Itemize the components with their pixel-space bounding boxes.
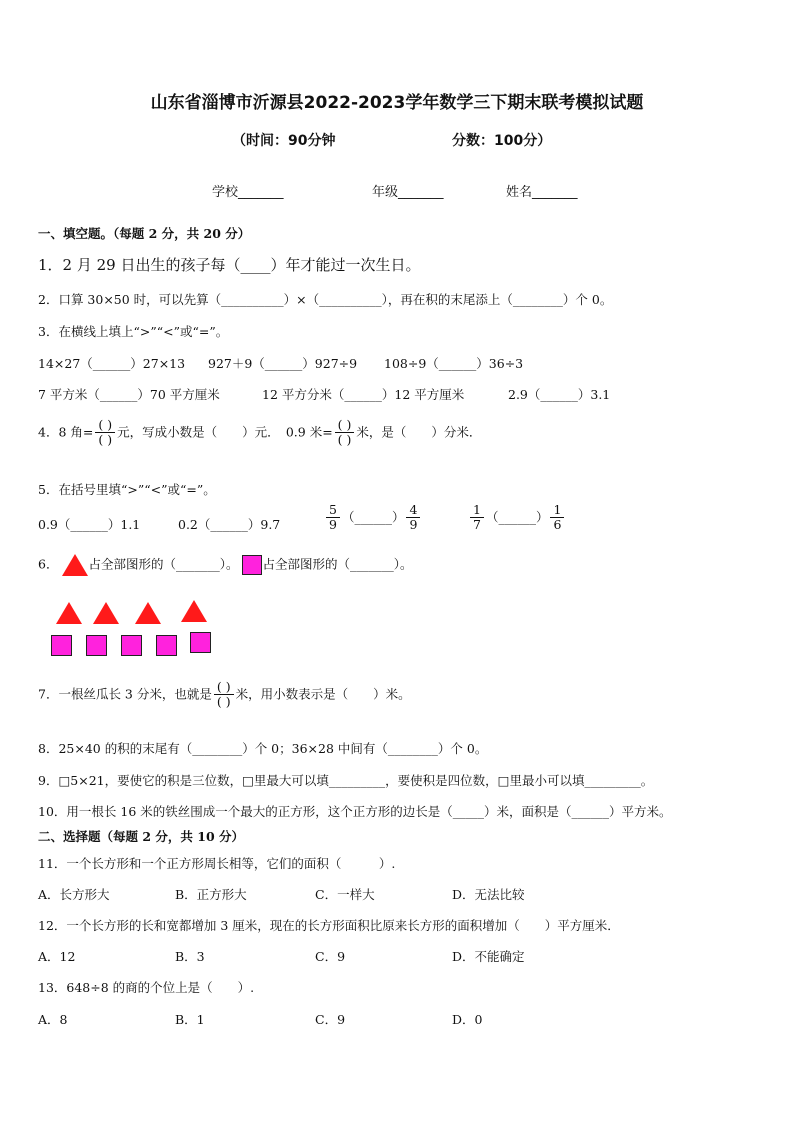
triangle-shape: [56, 602, 82, 624]
question-7: 7．一根丝瓜长 3 分米，也就是 $\frac{( )}{( )}$ 米，用小数表示是（ ）米。: [38, 679, 411, 710]
question-5-item: 0.9（______）1.1: [38, 517, 141, 532]
school-field: 学校_______: [212, 185, 284, 200]
option-d: D．无法比较: [452, 887, 525, 902]
exam-score: 分数：100分）: [452, 133, 552, 149]
question-5-item: $\frac{1}{7}$ （______） $\frac{1}{6}$: [468, 503, 566, 533]
square-shape: [86, 635, 107, 656]
question-3-intro: 3．在横线上填上“>”“<”或“=”。: [38, 324, 229, 339]
square-shape: [121, 635, 142, 656]
option-a: A．12: [38, 949, 76, 964]
question-9: 9．□5×21，要使它的积是三位数，□里最大可以填_________，要使积是四位数，□里最小可以填_________。: [38, 773, 654, 788]
option-a: A．长方形大: [38, 887, 110, 902]
question-3-item: 2.9（______）3.1: [508, 387, 611, 402]
question-11: 11．一个长方形和一个正方形周长相等，它们的面积（ ）.: [38, 856, 396, 871]
fraction-blank: $\frac{( )}{( )}$: [335, 418, 355, 448]
square-shape: [51, 635, 72, 656]
square-shape: [156, 635, 177, 656]
option-b: B．正方形大: [175, 887, 247, 902]
question-3-item: 12 平方分米（______）12 平方厘米: [262, 387, 465, 402]
question-10: 10．用一根长 16 米的铁丝围成一个最大的正方形，这个正方形的边长是（_____）米，面积是（______）平方米。: [38, 804, 672, 819]
exam-time: （时间：90分钟: [232, 133, 336, 149]
option-c: C．9: [315, 1012, 346, 1027]
square-shape: [190, 632, 211, 653]
question-13: 13．648÷8 的商的个位上是（ ）.: [38, 980, 255, 995]
triangle-shape: [93, 602, 119, 624]
name-field: 姓名_______: [506, 185, 578, 200]
question-3-item: 14×27（______）27×13: [38, 356, 186, 371]
option-d: D．不能确定: [452, 949, 525, 964]
red-triangle-icon: [62, 554, 88, 576]
option-a: A．8: [38, 1012, 68, 1027]
option-d: D．0: [452, 1012, 483, 1027]
question-2: 2．口算 30×50 时，可以先算（__________）×（__________），再在积的末尾添上（________）个 0。: [38, 292, 613, 307]
triangle-shape: [135, 602, 161, 624]
option-c: C．一样大: [315, 887, 375, 902]
option-c: C．9: [315, 949, 346, 964]
question-3-item: 108÷9（______）36÷3: [384, 356, 524, 371]
question-3-item: 7 平方米（______）70 平方厘米: [38, 387, 220, 402]
page-title: 山东省淄博市沂源县2022-2023学年数学三下期末联考模拟试题: [150, 93, 644, 113]
triangle-shape: [181, 600, 207, 622]
option-b: B．1: [175, 1012, 205, 1027]
section-heading-choice: 二、选择题（每题 2 分，共 10 分）: [38, 829, 245, 844]
question-6: 6． 占全部图形的（_______）。 占全部图形的（_______）。: [38, 554, 412, 576]
question-5-item: $\frac{5}{9}$ （______） $\frac{4}{9}$: [324, 503, 422, 533]
question-8: 8．25×40 的积的末尾有（________）个 0；36×28 中间有（________）个 0。: [38, 741, 488, 756]
fraction-blank: $\frac{( )}{( )}$: [214, 680, 234, 710]
question-1: 1．2 月 29 日出生的孩子每（____）年才能过一次生日。: [38, 256, 421, 274]
grade-field: 年级_______: [372, 185, 444, 200]
pink-square-icon: [242, 555, 262, 575]
question-12: 12．一个长方形的长和宽都增加 3 厘米，现在的长方形面积比原来长方形的面积增加（ ）平方厘米．: [38, 918, 620, 933]
question-5-intro: 5．在括号里填“>”“<”或“=”。: [38, 482, 216, 497]
question-3-item: 927＋9（______）927÷9: [208, 356, 358, 371]
fraction-blank: $\frac{( )}{( )}$: [95, 418, 115, 448]
section-heading-fill: 一、填空题。（每题 2 分，共 20 分）: [38, 226, 251, 241]
question-4: 4．8 角= $\frac{( )}{( )}$ 元，写成小数是（ ）元． 0.9 米= $\frac{( )}{( )}$ 米，是（ ）分米．: [38, 417, 482, 448]
question-5-item: 0.2（______）9.7: [178, 517, 281, 532]
option-b: B．3: [175, 949, 205, 964]
